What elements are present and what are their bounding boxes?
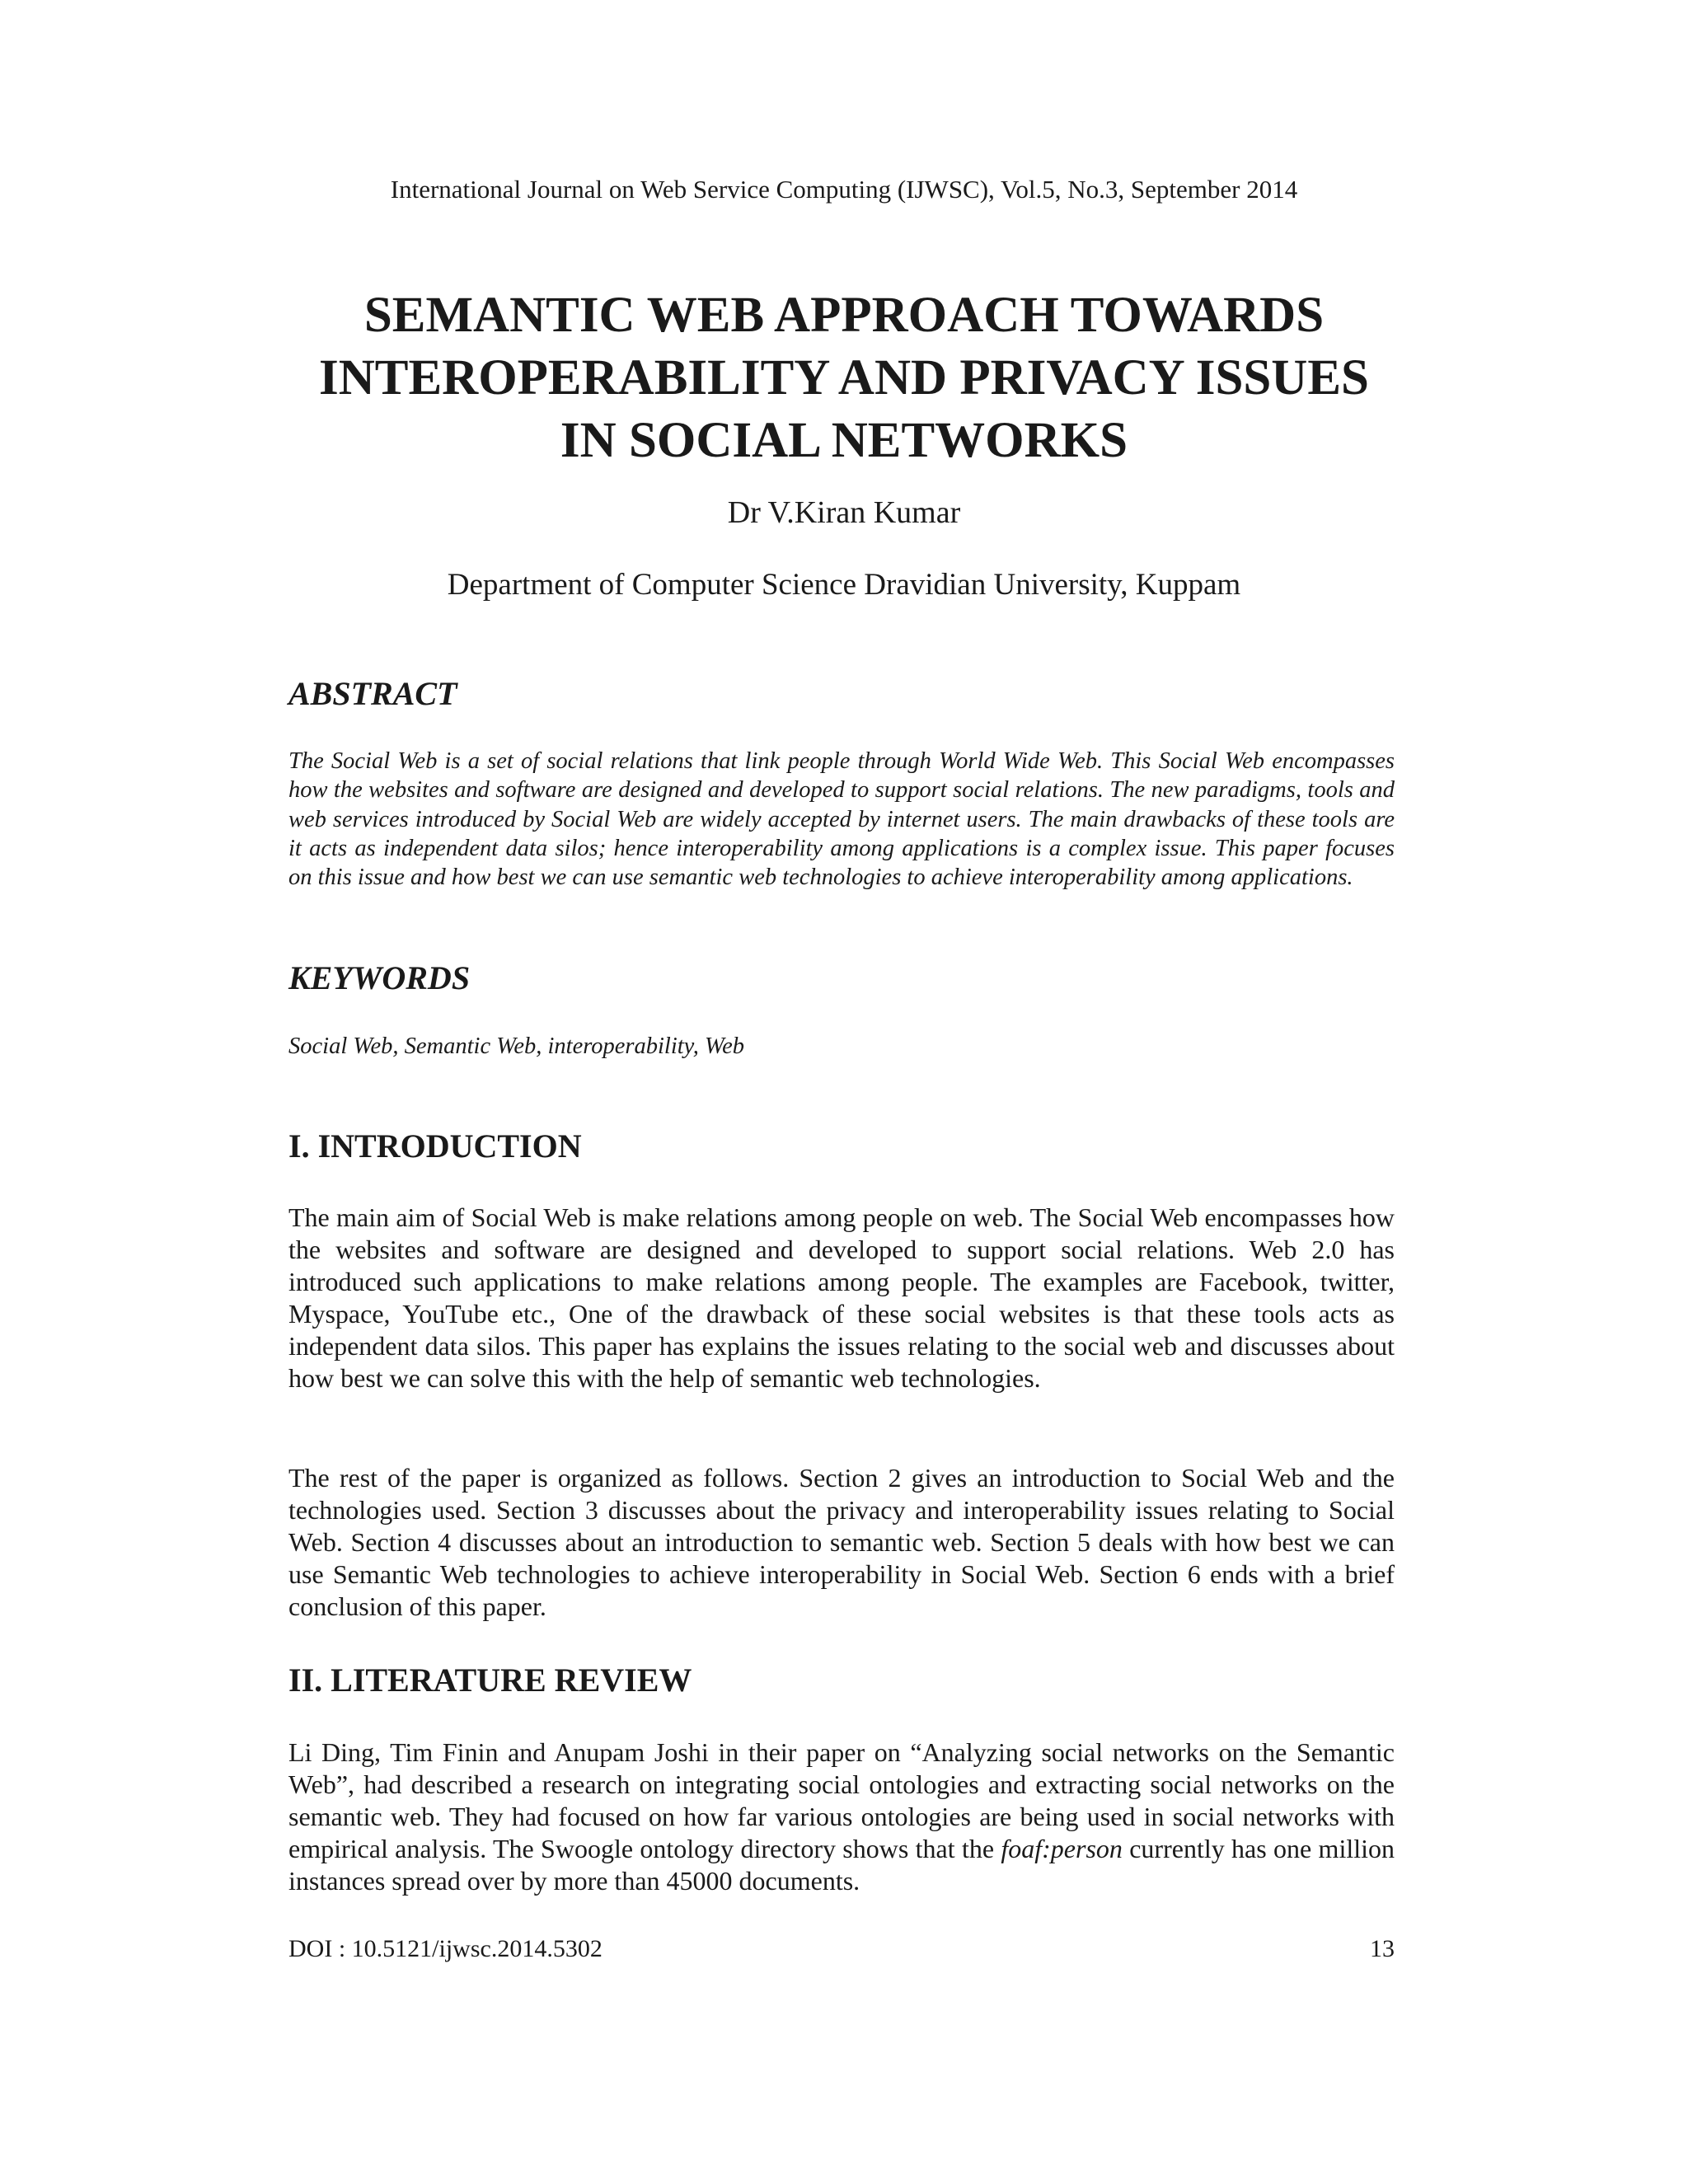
keywords-text: Social Web, Semantic Web, interoperability, Web (288, 1033, 745, 1059)
title-line-1: SEMANTIC WEB APPROACH TOWARDS (363, 288, 1325, 343)
journal-header: International Journal on Web Service Computing (IJWSC), Vol.5, No.3, September 2014 (390, 175, 1298, 204)
literature-text-start: Li Ding, Tim Finin and Anupam Joshi in their paper on “Analyzing social networks on the Semantic Web”, had described a research on integrating social ontologies and extracting social networks on the semantic web. They had focused on how far various ontologies are being used in social networks with empirical analysis. The Swoogle ontology directory shows that the (288, 1737, 1395, 1863)
page-number: 13 (1370, 1935, 1395, 1962)
author-affiliation: Department of Computer Science Dravidian University, Kuppam (447, 568, 1241, 602)
introduction-paragraph-1: The main aim of Social Web is make relations among people on web. The Social Web encompasses how the websites and software are designed and developed to support social relations. Web 2.0 has introduced such applications to make relations among people. The examples are Facebook, twitter, Myspace, YouTube etc., One of the drawback of these social websites is that these tools acts as independent data silos. This paper has explains the issues relating to the social web and discusses about how best we can solve this with the help of semantic web technologies. (288, 1202, 1395, 1393)
literature-review-heading: II. LITERATURE REVIEW (288, 1661, 692, 1699)
paper-title (206, 284, 1482, 472)
abstract-text: The Social Web is a set of social relations that link people through World Wide Web. This Social Web encompasses how the websites and software are designed and developed to support social relations. The new paradigms, tools and web services introduced by Social Web are widely accepted by internet users. The main drawbacks of these tools are it acts as independent data silos; hence interoperability among applications is a complex issue. This paper focuses on this issue and how best we can use semantic web technologies to achieve interoperability among applications. (288, 748, 1395, 891)
title-line-3: IN SOCIAL NETWORKS (560, 413, 1128, 468)
literature-review-paragraph (288, 1736, 1395, 1897)
title-line-2: INTEROPERABILITY AND PRIVACY ISSUES (319, 350, 1369, 405)
foaf-person-term: foaf:person (1001, 1834, 1123, 1863)
introduction-heading: I. INTRODUCTION (288, 1127, 582, 1165)
doi-footer: DOI : 10.5121/ijwsc.2014.5302 (288, 1935, 603, 1962)
author-name: Dr V.Kiran Kumar (727, 495, 961, 530)
abstract-heading: ABSTRACT (288, 675, 457, 712)
literature-text-end: currently has one million instances spread over by more than 45000 documents. (288, 1834, 1395, 1896)
keywords-heading: KEYWORDS (288, 959, 471, 996)
introduction-paragraph-2: The rest of the paper is organized as follows. Section 2 gives an introduction to Social Web and the technologies used. Section 3 discusses about the privacy and interoperability issues relating to Social Web. Section 4 discusses about an introduction to semantic web. Section 5 deals with how best we can use Semantic Web technologies to achieve interoperability in Social Web. Section 6 ends with a brief conclusion of this paper. (288, 1463, 1395, 1621)
